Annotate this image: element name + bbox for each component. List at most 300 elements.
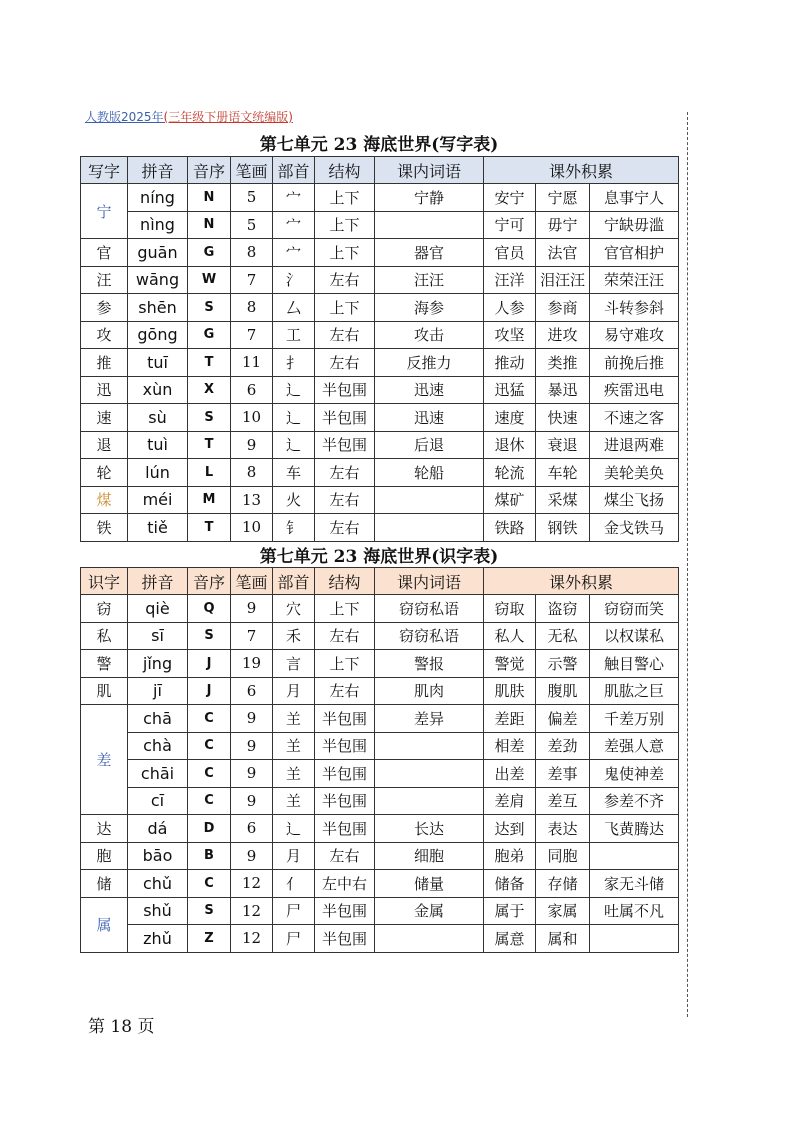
column-header: 笔画 — [231, 157, 273, 184]
extra-word-cell: 前挽后推 — [590, 349, 679, 377]
extra-word-cell: 差劲 — [536, 732, 590, 760]
table-row — [81, 349, 679, 377]
extra-word-cell: 警觉 — [484, 650, 536, 678]
structure-cell: 左中右 — [315, 870, 375, 898]
character-cell: 煤 — [81, 486, 128, 514]
read-character-table — [80, 567, 679, 953]
extra-word-cell: 达到 — [484, 815, 536, 843]
phonetic-order-cell: Q — [188, 595, 231, 623]
extra-word-cell: 官员 — [484, 239, 536, 267]
table-row — [81, 514, 679, 542]
stroke-count-cell: 13 — [231, 486, 273, 514]
extra-word-cell: 斗转参斜 — [590, 294, 679, 322]
inclass-word-cell — [375, 925, 484, 953]
table-row — [81, 870, 679, 898]
stroke-count-cell: 11 — [231, 349, 273, 377]
radical-cell: 氵 — [273, 266, 315, 294]
pinyin-cell: jǐng — [128, 650, 188, 678]
pinyin-cell: jī — [128, 677, 188, 705]
pinyin-cell: chā — [128, 705, 188, 733]
radical-cell: 辶 — [273, 815, 315, 843]
extra-word-cell: 疾雷迅电 — [590, 376, 679, 404]
extra-word-cell: 衰退 — [536, 431, 590, 459]
structure-cell: 左右 — [315, 321, 375, 349]
pinyin-cell: chāi — [128, 760, 188, 788]
stroke-count-cell: 9 — [231, 732, 273, 760]
extra-word-cell: 差肩 — [484, 787, 536, 815]
pinyin-cell: shēn — [128, 294, 188, 322]
structure-cell: 上下 — [315, 294, 375, 322]
stroke-count-cell: 19 — [231, 650, 273, 678]
inclass-word-cell: 储量 — [375, 870, 484, 898]
extra-word-cell: 肌肤 — [484, 677, 536, 705]
character-cell: 属 — [81, 897, 128, 952]
character-cell: 肌 — [81, 677, 128, 705]
edition-label: 人教版2025年 — [85, 110, 164, 124]
inclass-word-cell: 警报 — [375, 650, 484, 678]
stroke-count-cell: 10 — [231, 514, 273, 542]
extra-word-cell: 轮流 — [484, 459, 536, 487]
column-header: 课内词语 — [375, 157, 484, 184]
radical-cell: 穴 — [273, 595, 315, 623]
series-label: (三年级下册语文统编版) — [163, 110, 293, 124]
structure-cell: 半包围 — [315, 925, 375, 953]
table-row — [81, 760, 679, 788]
inclass-word-cell: 肌肉 — [375, 677, 484, 705]
table-row — [81, 376, 679, 404]
table-row — [81, 705, 679, 733]
extra-word-cell: 息事宁人 — [590, 184, 679, 212]
extra-word-cell: 钢铁 — [536, 514, 590, 542]
column-header: 课内词语 — [375, 568, 484, 595]
extra-word-cell: 家属 — [536, 897, 590, 925]
extra-word-cell: 荣荣汪汪 — [590, 266, 679, 294]
phonetic-order-cell: N — [188, 184, 231, 212]
column-header: 写字 — [81, 157, 128, 184]
stroke-count-cell: 5 — [231, 184, 273, 212]
extra-word-cell: 盗窃 — [536, 595, 590, 623]
pinyin-cell: chǔ — [128, 870, 188, 898]
stroke-count-cell: 5 — [231, 211, 273, 239]
stroke-count-cell: 9 — [231, 787, 273, 815]
phonetic-order-cell: G — [188, 321, 231, 349]
extra-word-cell: 退休 — [484, 431, 536, 459]
table-row — [81, 294, 679, 322]
phonetic-order-cell: C — [188, 787, 231, 815]
extra-word-cell: 偏差 — [536, 705, 590, 733]
character-cell: 储 — [81, 870, 128, 898]
inclass-word-cell — [375, 732, 484, 760]
inclass-word-cell: 汪汪 — [375, 266, 484, 294]
extra-word-cell: 金戈铁马 — [590, 514, 679, 542]
extra-word-cell: 快速 — [536, 404, 590, 432]
extra-word-cell: 千差万别 — [590, 705, 679, 733]
inclass-word-cell — [375, 787, 484, 815]
stroke-count-cell: 9 — [231, 705, 273, 733]
extra-word-cell: 鬼使神差 — [590, 760, 679, 788]
table-row — [81, 787, 679, 815]
structure-cell: 半包围 — [315, 760, 375, 788]
extra-word-cell: 储备 — [484, 870, 536, 898]
extra-word-cell: 推动 — [484, 349, 536, 377]
pinyin-cell: sù — [128, 404, 188, 432]
phonetic-order-cell: J — [188, 677, 231, 705]
structure-cell: 半包围 — [315, 404, 375, 432]
structure-cell: 上下 — [315, 650, 375, 678]
phonetic-order-cell: N — [188, 211, 231, 239]
extra-word-cell: 车轮 — [536, 459, 590, 487]
table-row — [81, 842, 679, 870]
pinyin-cell: chà — [128, 732, 188, 760]
series-header — [85, 108, 293, 125]
phonetic-order-cell: B — [188, 842, 231, 870]
radical-cell: 宀 — [273, 239, 315, 267]
stroke-count-cell: 6 — [231, 677, 273, 705]
extra-word-cell: 不速之客 — [590, 404, 679, 432]
table-header-row — [81, 157, 679, 184]
inclass-word-cell: 宁静 — [375, 184, 484, 212]
extra-word-cell: 家无斗储 — [590, 870, 679, 898]
phonetic-order-cell: C — [188, 732, 231, 760]
pinyin-cell: tiě — [128, 514, 188, 542]
stroke-count-cell: 8 — [231, 239, 273, 267]
column-header: 结构 — [315, 568, 375, 595]
character-cell: 铁 — [81, 514, 128, 542]
extra-word-cell: 示警 — [536, 650, 590, 678]
stroke-count-cell: 6 — [231, 376, 273, 404]
table-row — [81, 622, 679, 650]
phonetic-order-cell: X — [188, 376, 231, 404]
radical-cell: 禾 — [273, 622, 315, 650]
character-cell: 速 — [81, 404, 128, 432]
table-row — [81, 239, 679, 267]
character-cell: 攻 — [81, 321, 128, 349]
structure-cell: 上下 — [315, 211, 375, 239]
page-number: 第 18 页 — [88, 1017, 155, 1037]
table-row — [81, 404, 679, 432]
radical-cell: 𦍌 — [273, 787, 315, 815]
stroke-count-cell: 12 — [231, 870, 273, 898]
radical-cell: 尸 — [273, 897, 315, 925]
extra-word-cell: 宁可 — [484, 211, 536, 239]
radical-cell: 钅 — [273, 514, 315, 542]
structure-cell: 半包围 — [315, 705, 375, 733]
structure-cell: 半包围 — [315, 732, 375, 760]
stroke-count-cell: 7 — [231, 266, 273, 294]
radical-cell: 辶 — [273, 376, 315, 404]
inclass-word-cell: 轮船 — [375, 459, 484, 487]
character-cell: 参 — [81, 294, 128, 322]
structure-cell: 左右 — [315, 266, 375, 294]
radical-cell: 月 — [273, 677, 315, 705]
extra-word-cell: 差强人意 — [590, 732, 679, 760]
pinyin-cell: sī — [128, 622, 188, 650]
structure-cell: 半包围 — [315, 376, 375, 404]
phonetic-order-cell: T — [188, 514, 231, 542]
structure-cell: 左右 — [315, 459, 375, 487]
extra-word-cell: 属于 — [484, 897, 536, 925]
table-row — [81, 266, 679, 294]
column-header: 识字 — [81, 568, 128, 595]
structure-cell: 左右 — [315, 486, 375, 514]
phonetic-order-cell: C — [188, 760, 231, 788]
extra-word-cell: 人参 — [484, 294, 536, 322]
stroke-count-cell: 9 — [231, 842, 273, 870]
inclass-word-cell: 后退 — [375, 431, 484, 459]
table-row — [81, 650, 679, 678]
structure-cell: 上下 — [315, 184, 375, 212]
radical-cell: 言 — [273, 650, 315, 678]
pinyin-cell: lún — [128, 459, 188, 487]
extra-word-cell: 煤矿 — [484, 486, 536, 514]
extra-word-cell: 相差 — [484, 732, 536, 760]
radical-cell: 宀 — [273, 184, 315, 212]
table-row — [81, 595, 679, 623]
column-header: 笔画 — [231, 568, 273, 595]
inclass-word-cell: 窃窃私语 — [375, 595, 484, 623]
extra-word-cell: 参差不齐 — [590, 787, 679, 815]
structure-cell: 左右 — [315, 349, 375, 377]
extra-word-cell: 汪洋 — [484, 266, 536, 294]
extra-word-cell: 毋宁 — [536, 211, 590, 239]
radical-cell: 宀 — [273, 211, 315, 239]
inclass-word-cell — [375, 211, 484, 239]
column-header: 部首 — [273, 157, 315, 184]
extra-word-cell: 速度 — [484, 404, 536, 432]
pinyin-cell: qiè — [128, 595, 188, 623]
column-header: 课外积累 — [484, 157, 679, 184]
table-row — [81, 732, 679, 760]
inclass-word-cell — [375, 760, 484, 788]
phonetic-order-cell: T — [188, 349, 231, 377]
extra-word-cell: 参商 — [536, 294, 590, 322]
structure-cell: 左右 — [315, 677, 375, 705]
structure-cell: 半包围 — [315, 897, 375, 925]
inclass-word-cell — [375, 486, 484, 514]
character-cell: 迅 — [81, 376, 128, 404]
pinyin-cell: guān — [128, 239, 188, 267]
radical-cell: 𦍌 — [273, 705, 315, 733]
extra-word-cell: 泪汪汪 — [536, 266, 590, 294]
character-cell: 差 — [81, 705, 128, 815]
extra-word-cell: 窃取 — [484, 595, 536, 623]
stroke-count-cell: 10 — [231, 404, 273, 432]
stroke-count-cell: 9 — [231, 760, 273, 788]
pinyin-cell: gōng — [128, 321, 188, 349]
phonetic-order-cell: S — [188, 404, 231, 432]
inclass-word-cell: 细胞 — [375, 842, 484, 870]
radical-cell: 扌 — [273, 349, 315, 377]
table-row — [81, 431, 679, 459]
phonetic-order-cell: M — [188, 486, 231, 514]
inclass-word-cell: 金属 — [375, 897, 484, 925]
stroke-count-cell: 7 — [231, 622, 273, 650]
extra-word-cell: 窃窃而笑 — [590, 595, 679, 623]
stroke-count-cell: 12 — [231, 897, 273, 925]
radical-cell: 𦍌 — [273, 760, 315, 788]
extra-word-cell: 表达 — [536, 815, 590, 843]
extra-word-cell: 同胞 — [536, 842, 590, 870]
column-header: 结构 — [315, 157, 375, 184]
structure-cell: 左右 — [315, 622, 375, 650]
table-row — [81, 321, 679, 349]
column-header: 拼音 — [128, 568, 188, 595]
character-cell: 汪 — [81, 266, 128, 294]
pinyin-cell: shǔ — [128, 897, 188, 925]
inclass-word-cell: 攻击 — [375, 321, 484, 349]
extra-word-cell: 出差 — [484, 760, 536, 788]
structure-cell: 半包围 — [315, 431, 375, 459]
inclass-word-cell: 器官 — [375, 239, 484, 267]
structure-cell: 半包围 — [315, 815, 375, 843]
radical-cell: 工 — [273, 321, 315, 349]
extra-word-cell: 类推 — [536, 349, 590, 377]
extra-word-cell: 飞黄腾达 — [590, 815, 679, 843]
extra-word-cell: 肌肱之巨 — [590, 677, 679, 705]
phonetic-order-cell: S — [188, 622, 231, 650]
phonetic-order-cell: D — [188, 815, 231, 843]
inclass-word-cell — [375, 514, 484, 542]
structure-cell: 上下 — [315, 595, 375, 623]
inclass-word-cell: 长达 — [375, 815, 484, 843]
stroke-count-cell: 12 — [231, 925, 273, 953]
binding-cut-line — [687, 112, 688, 1017]
character-cell: 退 — [81, 431, 128, 459]
pinyin-cell: tuì — [128, 431, 188, 459]
extra-word-cell: 无私 — [536, 622, 590, 650]
inclass-word-cell: 反推力 — [375, 349, 484, 377]
table-row — [81, 459, 679, 487]
pinyin-cell: níng — [128, 184, 188, 212]
extra-word-cell: 属意 — [484, 925, 536, 953]
extra-word-cell: 暴迅 — [536, 376, 590, 404]
extra-word-cell: 迅猛 — [484, 376, 536, 404]
radical-cell: 月 — [273, 842, 315, 870]
phonetic-order-cell: C — [188, 870, 231, 898]
radical-cell: 辶 — [273, 404, 315, 432]
table-row — [81, 211, 679, 239]
read-table-title: 第七单元 23 海底世界(识字表) — [259, 547, 499, 567]
character-cell: 官 — [81, 239, 128, 267]
extra-word-cell: 煤尘飞扬 — [590, 486, 679, 514]
radical-cell: 亻 — [273, 870, 315, 898]
column-header: 课外积累 — [484, 568, 679, 595]
extra-word-cell: 宁愿 — [536, 184, 590, 212]
extra-word-cell: 腹肌 — [536, 677, 590, 705]
radical-cell: 火 — [273, 486, 315, 514]
extra-word-cell: 属和 — [536, 925, 590, 953]
inclass-word-cell: 迅速 — [375, 376, 484, 404]
extra-word-cell: 官官相护 — [590, 239, 679, 267]
pinyin-cell: bāo — [128, 842, 188, 870]
phonetic-order-cell: Z — [188, 925, 231, 953]
radical-cell: 尸 — [273, 925, 315, 953]
column-header: 音序 — [188, 568, 231, 595]
character-cell: 轮 — [81, 459, 128, 487]
stroke-count-cell: 8 — [231, 294, 273, 322]
inclass-word-cell: 差异 — [375, 705, 484, 733]
structure-cell: 左右 — [315, 514, 375, 542]
extra-word-cell: 进攻 — [536, 321, 590, 349]
extra-word-cell: 宁缺毋滥 — [590, 211, 679, 239]
pinyin-cell: cī — [128, 787, 188, 815]
column-header: 部首 — [273, 568, 315, 595]
structure-cell: 上下 — [315, 239, 375, 267]
table-header-row — [81, 568, 679, 595]
extra-word-cell: 易守难攻 — [590, 321, 679, 349]
radical-cell: 厶 — [273, 294, 315, 322]
character-cell: 窃 — [81, 595, 128, 623]
table-row — [81, 815, 679, 843]
radical-cell: 车 — [273, 459, 315, 487]
extra-word-cell: 胞弟 — [484, 842, 536, 870]
extra-word-cell: 法官 — [536, 239, 590, 267]
extra-word-cell: 差距 — [484, 705, 536, 733]
stroke-count-cell: 8 — [231, 459, 273, 487]
table-row — [81, 925, 679, 953]
table-row — [81, 184, 679, 212]
extra-word-cell: 美轮美奂 — [590, 459, 679, 487]
character-cell: 胞 — [81, 842, 128, 870]
table-row — [81, 677, 679, 705]
phonetic-order-cell: W — [188, 266, 231, 294]
extra-word-cell: 差互 — [536, 787, 590, 815]
structure-cell: 左右 — [315, 842, 375, 870]
phonetic-order-cell: S — [188, 897, 231, 925]
pinyin-cell: wāng — [128, 266, 188, 294]
pinyin-cell: tuī — [128, 349, 188, 377]
write-table-title: 第七单元 23 海底世界(写字表) — [259, 135, 499, 155]
extra-word-cell — [590, 925, 679, 953]
table-row — [81, 897, 679, 925]
phonetic-order-cell: C — [188, 705, 231, 733]
stroke-count-cell: 6 — [231, 815, 273, 843]
character-cell: 警 — [81, 650, 128, 678]
phonetic-order-cell: S — [188, 294, 231, 322]
extra-word-cell: 差事 — [536, 760, 590, 788]
character-cell: 达 — [81, 815, 128, 843]
column-header: 拼音 — [128, 157, 188, 184]
structure-cell: 半包围 — [315, 787, 375, 815]
radical-cell: 辶 — [273, 431, 315, 459]
stroke-count-cell: 7 — [231, 321, 273, 349]
extra-word-cell: 以权谋私 — [590, 622, 679, 650]
character-cell: 宁 — [81, 184, 128, 239]
table-row — [81, 486, 679, 514]
extra-word-cell — [590, 842, 679, 870]
phonetic-order-cell: T — [188, 431, 231, 459]
column-header: 音序 — [188, 157, 231, 184]
extra-word-cell: 进退两难 — [590, 431, 679, 459]
write-character-table — [80, 156, 679, 542]
character-cell: 推 — [81, 349, 128, 377]
extra-word-cell: 铁路 — [484, 514, 536, 542]
character-cell: 私 — [81, 622, 128, 650]
inclass-word-cell: 海参 — [375, 294, 484, 322]
pinyin-cell: dá — [128, 815, 188, 843]
pinyin-cell: zhǔ — [128, 925, 188, 953]
inclass-word-cell: 迅速 — [375, 404, 484, 432]
extra-word-cell: 触目警心 — [590, 650, 679, 678]
extra-word-cell: 攻坚 — [484, 321, 536, 349]
extra-word-cell: 安宁 — [484, 184, 536, 212]
radical-cell: 𦍌 — [273, 732, 315, 760]
extra-word-cell: 存储 — [536, 870, 590, 898]
stroke-count-cell: 9 — [231, 595, 273, 623]
extra-word-cell: 私人 — [484, 622, 536, 650]
phonetic-order-cell: G — [188, 239, 231, 267]
phonetic-order-cell: J — [188, 650, 231, 678]
